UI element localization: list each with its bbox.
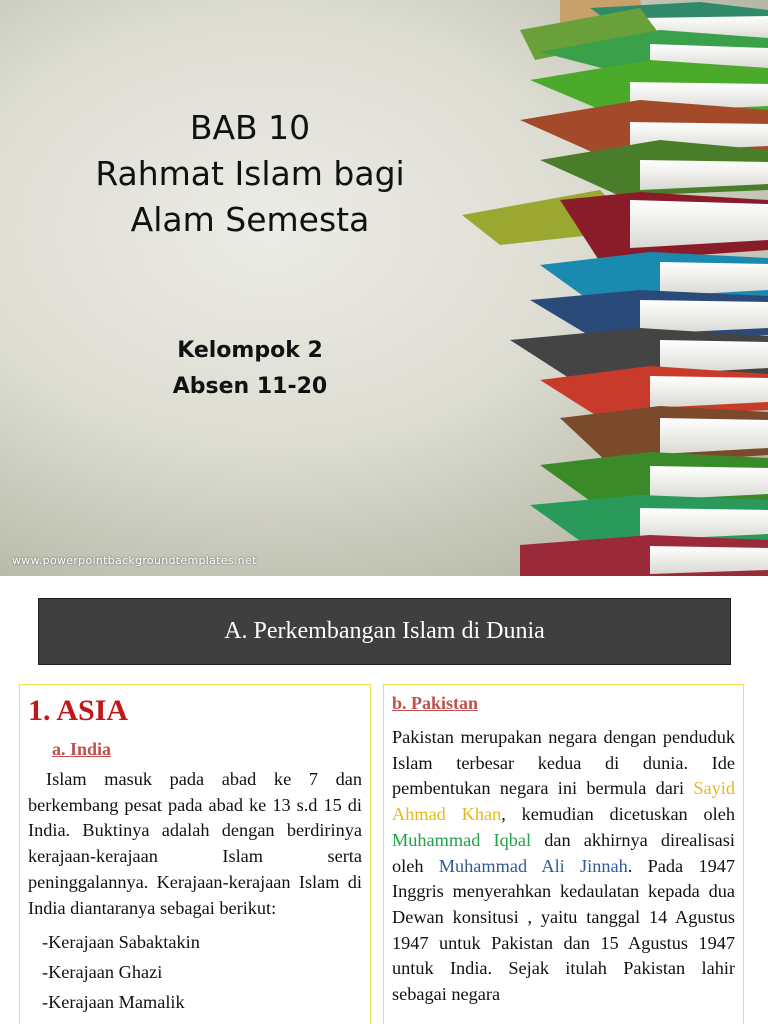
pakistan-paragraph	[392, 725, 735, 1008]
pakistan-subtitle: b. Pakistan	[392, 693, 479, 713]
kingdom-list	[28, 927, 362, 1017]
title-line-2: Rahmat Islam bagi	[95, 154, 405, 193]
watermark-text: www.powerpointbackgroundtemplates.net	[12, 554, 257, 567]
absen-label: Absen 11-20	[172, 374, 328, 399]
name-muhammad-iqbal: Muhammad Iqbal	[392, 829, 532, 850]
asia-title: 1. ASIA	[28, 694, 129, 727]
india-subtitle: a. India	[52, 739, 112, 759]
name-sayid-ahmad-khan: Sayid Ahmad Khan	[392, 778, 735, 825]
india-paragraph: Islam masuk pada abad ke 7 dan berkembang pesat pada abad ke 13 s.d 15 di India. Buktinya adalah dengan berdirinya kerajaan-kerajaan Islam serta peninggalannya. Kerajaan-kerajaan Islam di India diantaranya sebagai berikut:	[28, 769, 362, 918]
paragraph-text: Pakistan merupakan negara dengan penduduk Islam terbesar kedua di dunia. Ide pembentukan negara ini bermula dari	[392, 727, 735, 799]
asia-box	[19, 684, 371, 1024]
title-line-1: BAB 10	[189, 108, 311, 147]
section-header: A. Perkembangan Islam di Dunia	[38, 598, 731, 665]
pakistan-box	[383, 684, 744, 1024]
list-item: -Kerajaan Mamalik	[42, 992, 185, 1013]
name-muhammad-ali-jinnah: Muhammad Ali Jinnah	[438, 855, 628, 876]
slide-title	[40, 105, 460, 243]
list-item: -Kerajaan Sabaktakin	[42, 932, 200, 953]
group-label: Kelompok 2	[177, 338, 323, 363]
slide-subtitle	[120, 333, 380, 405]
list-item: -Kerajaan Ghazi	[42, 962, 163, 983]
content-slide	[0, 576, 768, 1024]
paragraph-text: dan akhirnya direalisasi oleh	[392, 829, 735, 876]
title-line-3: Alam Semesta	[130, 200, 370, 239]
paragraph-text: , kemudian dicetuskan oleh	[501, 804, 735, 825]
paragraph-text: . Pada 1947 Inggris menyerahkan kedaulatan kepada dua Dewan konsitusi , yaitu tanggal 14 Agustus 1947 untuk Pakistan dan 15 Agustus 1947 untuk India. Sejak itulah Pakistan lahir sebagai negara	[392, 855, 736, 1005]
